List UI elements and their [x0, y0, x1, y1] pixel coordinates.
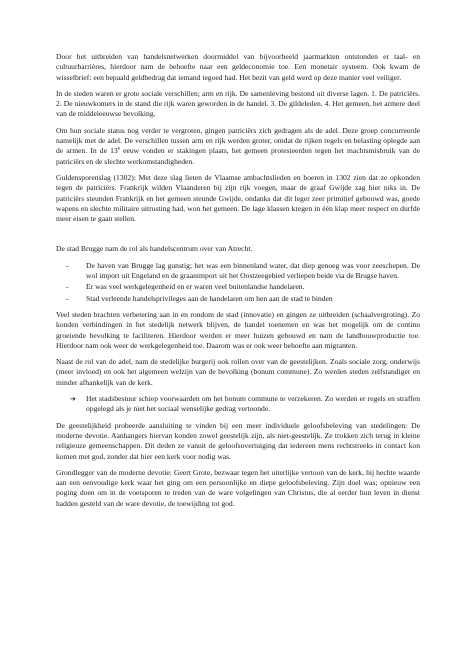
paragraph-schaalvergroting: Veel steden brachten verbetering aan in en rondom de stad (innovatie) en gingen ze uitbreiden (schaalvergroting). Zo konden verbindingen in het stedelijk netwerk blijven, de handel toenemen en was het mogelijk om de continu groeiende bevolking te faciliteren. Hierdoor werden er meer huizen gebouwd en nam de landbouwproductie toe. Hierdoor nam ook weer de werkgelegenheid toe. Daarom was er ook weer behoefte aan migranten. [56, 309, 420, 350]
superscript-e: e [117, 146, 120, 152]
dash-bullet: - [66, 293, 69, 303]
arrow-point-text: Het stadsbestuur schiep voorwaarden om het bonum commune te verzekeren. Zo werden er regels en straffen opgelegd als je niet het sociaal wenselijke gedrag vertoonde. [86, 394, 420, 414]
paragraph-burgerij: Naast de rol van de adel, nam de stedelijke burgerij ook rollen over van de geestelijken. Zoals sociale zorg, onderwijs (meer invloed) en ook het algemeen welzijn van de bevolking (bonum commune). Zo werden steden zelfstandiger en minder afhankelijk van de kerk. [56, 357, 420, 387]
list-item-text: Stad verleende handelsprivileges aan de handelaren om hen aan de stad te binden [86, 293, 333, 303]
paragraph-geldeconomie: Door het uitbreiden van handelsnetwerken doormiddel van bijvoorbeeld jaarmarkten ontstonden er taal- en cultuurbarrières, hierdoor nam de behoefte naar een geldeconomie toe. Een monetair systeem. Ook kwam de wisselbrief: een bepaald geldbedrag dat iemand tegoed had. Het bezit van geld werd op deze manier veel veiliger. [56, 52, 420, 82]
paragraph-guldensporenslag: Guldensporenslag (1302): Met deze slag lieten de Vlaamse ambachtslieden en boeren in 1302 zien dat ze opkonden tegen de patriciërs. Frankrijk wilden Vlaanderen bij zijn rijk voegen, maar de graaf Gwijde zag hier niks in. De patriciërs steunden Frankrijk en het gemeen steunde Gwijde, ondanks dat dit leger zeer primitief gebouwd was, goede wapens en slechte militaire uitrusting had, won het gemeen. De lage klassen kregen in één klap meer respect en durfde meer eisen te gaan stellen. [56, 172, 420, 224]
list-item-text: De haven van Brugge lag gunstig; het was een binnenland water, dat diep genoeg was voor zeeschepen. De wol import uit Engeland en de graanimport uit het Oostzeegebied verliepen beide via de Brugse haven. [86, 260, 420, 281]
section-gap [56, 230, 420, 244]
paragraph-geert-grote: Grondlegger van de moderne devotie: Geert Grote, bezwaar tegen het uiterlijke vertoon van de kerk, hij hechte waarde aan een eenvoudige kerk waar het ging om een persoonlijke en diepe geloofsbeleving. Zijn doel was; opnieuw een poging doen om in de voetsporen te treden van de ware volgelingen van Christus, die al eerder hun leven in dienst hadden gesteld van de ware devotie, de toewijding tot god. [56, 467, 420, 508]
paragraph-brugge: De stad Brugge nam de rol als handelscentrum over van Atrecht. [56, 244, 253, 254]
list-item [56, 261, 420, 282]
paragraph-sociale-lagen: In de steden waren er grote sociale verschillen; arm en rijk. De samenleving bestond uit diverse lagen. 1. De patriciërs. 2. De nieuwkomers in de stand die rijk waren geworden in de handel. 3. De gildeleden. 4. Het gemeen, het armere deel van de middeleeuwse bevolking. [56, 88, 420, 119]
dash-bullet: - [66, 282, 69, 292]
paragraph-moderne-devotie: De geestelijkheid probeerde aansluiting te vinden bij een meer individuele geloofsbeleving van stedelingen: De moderne devotie. Aanhangers hiervan konden zowel geestelijk zijn, als niet-geestelijk. Ze trokken zich terug in kleine religieuze gemeenschappen. Dit deden ze vanuit de geloofsovertuiging dat iedereen mens rechtstreeks in contact kon komen met god, zonder dat hier een kerk voor nodig was. [56, 420, 420, 461]
dash-bullet: - [66, 260, 69, 270]
list-item-text: Er was veel werkgelegenheid en er waren veel buitenlandse handelaren. [86, 282, 305, 292]
paragraph-sociale-status-part1: Om hun sociale status nog verder te vergroten, gingen patriciërs zich gedragen als de adel. Deze groep concurreerde namelijk met de adel. De verschillen tussen arm en rijk werden groter, omdat de rijken regels en belasting oplegde aan de armen. In de 13 [56, 125, 420, 156]
paragraph-sociale-status [56, 126, 420, 167]
brugge-list [56, 261, 420, 304]
document-page [56, 52, 420, 515]
paragraph-sociale-status-part2: eeuw vonden er stakingen plaats, het gemeen protesteerden tegen het machtsmisbruik van de patriciërs en de slechte werkomstandigheden. [56, 146, 420, 166]
arrow-icon: ➔ [70, 395, 76, 404]
arrow-point [56, 394, 420, 415]
list-item [56, 282, 420, 292]
list-item [56, 294, 420, 304]
